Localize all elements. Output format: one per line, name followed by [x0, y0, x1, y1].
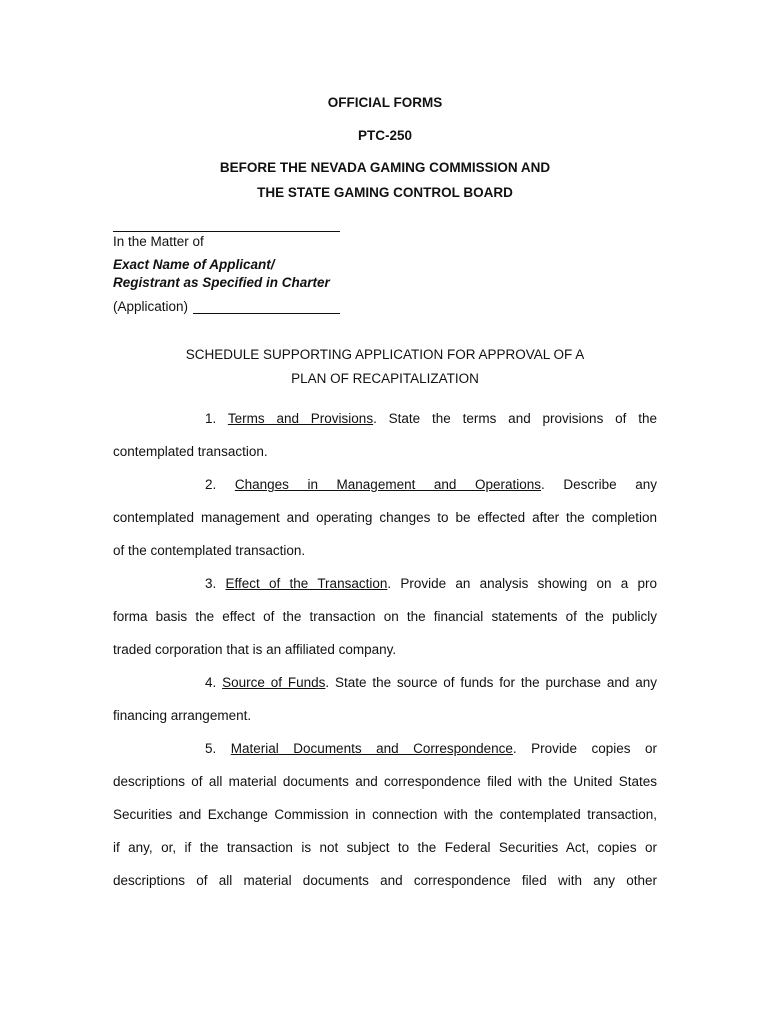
item-2-number: 2.	[205, 477, 217, 492]
item-5-lead: . Provide copies or	[512, 741, 657, 756]
item-1-first-line	[205, 411, 657, 426]
item-2-line-2: contemplated management and operating changes to be effected after the completion	[113, 510, 657, 525]
item-1-heading: Terms and Provisions	[227, 411, 374, 426]
schedule-title-line-2: PLAN OF RECAPITALIZATION	[291, 371, 479, 386]
caption-bottom-rule	[193, 313, 340, 314]
agency-line-1: BEFORE THE NEVADA GAMING COMMISSION AND	[219, 160, 551, 175]
item-3-line-3: traded corporation that is an affiliated company.	[113, 642, 397, 657]
in-the-matter-of: In the Matter of	[113, 234, 204, 249]
form-series-title: OFFICIAL FORMS	[327, 95, 443, 110]
item-5-line-3: Securities and Exchange Commission in connection with the contemplated transaction,	[113, 807, 657, 822]
item-5-first-line	[205, 741, 657, 756]
item-1-number: 1.	[205, 411, 217, 426]
item-2-first-line	[205, 477, 657, 492]
item-5-heading: Material Documents and Correspondence	[230, 741, 513, 756]
item-3-heading: Effect of the Transaction	[225, 576, 388, 591]
item-4-lead: . State the source of funds for the purchase and any	[325, 675, 657, 690]
item-2-line-3: of the contemplated transaction.	[113, 543, 306, 558]
item-2-lead: . Describe any	[541, 477, 657, 492]
item-3-first-line	[205, 576, 657, 591]
item-4-heading: Source of Funds	[222, 675, 326, 690]
item-5-number: 5.	[205, 741, 217, 756]
item-4-number: 4.	[205, 675, 217, 690]
item-5-line-5: descriptions of all material documents and correspondence filed with any other	[113, 873, 657, 888]
applicant-name-line-2: Registrant as Specified in Charter	[113, 275, 330, 290]
item-2-heading: Changes in Management and Operations	[234, 477, 542, 492]
item-5-line-2: descriptions of all material documents and correspondence filed with the United States	[113, 774, 657, 789]
item-5-line-4: if any, or, if the transaction is not subject to the Federal Securities Act, copies or	[113, 840, 657, 855]
item-1-lead: . State the terms and provisions of the	[373, 411, 657, 426]
item-3-lead: . Provide an analysis showing on a pro	[387, 576, 657, 591]
agency-line-2: THE STATE GAMING CONTROL BOARD	[257, 185, 513, 200]
form-number: PTC-250	[357, 128, 413, 143]
caption-top-rule	[113, 231, 340, 232]
item-4-line-2: financing arrangement.	[113, 708, 252, 723]
application-label: (Application)	[113, 299, 189, 314]
applicant-name-line-1: Exact Name of Applicant/	[113, 257, 275, 272]
item-4-first-line	[205, 675, 657, 690]
schedule-title-line-1: SCHEDULE SUPPORTING APPLICATION FOR APPROVAL OF A	[185, 347, 585, 362]
item-1-line-2: contemplated transaction.	[113, 444, 268, 459]
item-3-number: 3.	[205, 576, 217, 591]
item-3-line-2: forma basis the effect of the transaction on the financial statements of the publicly	[113, 609, 657, 624]
